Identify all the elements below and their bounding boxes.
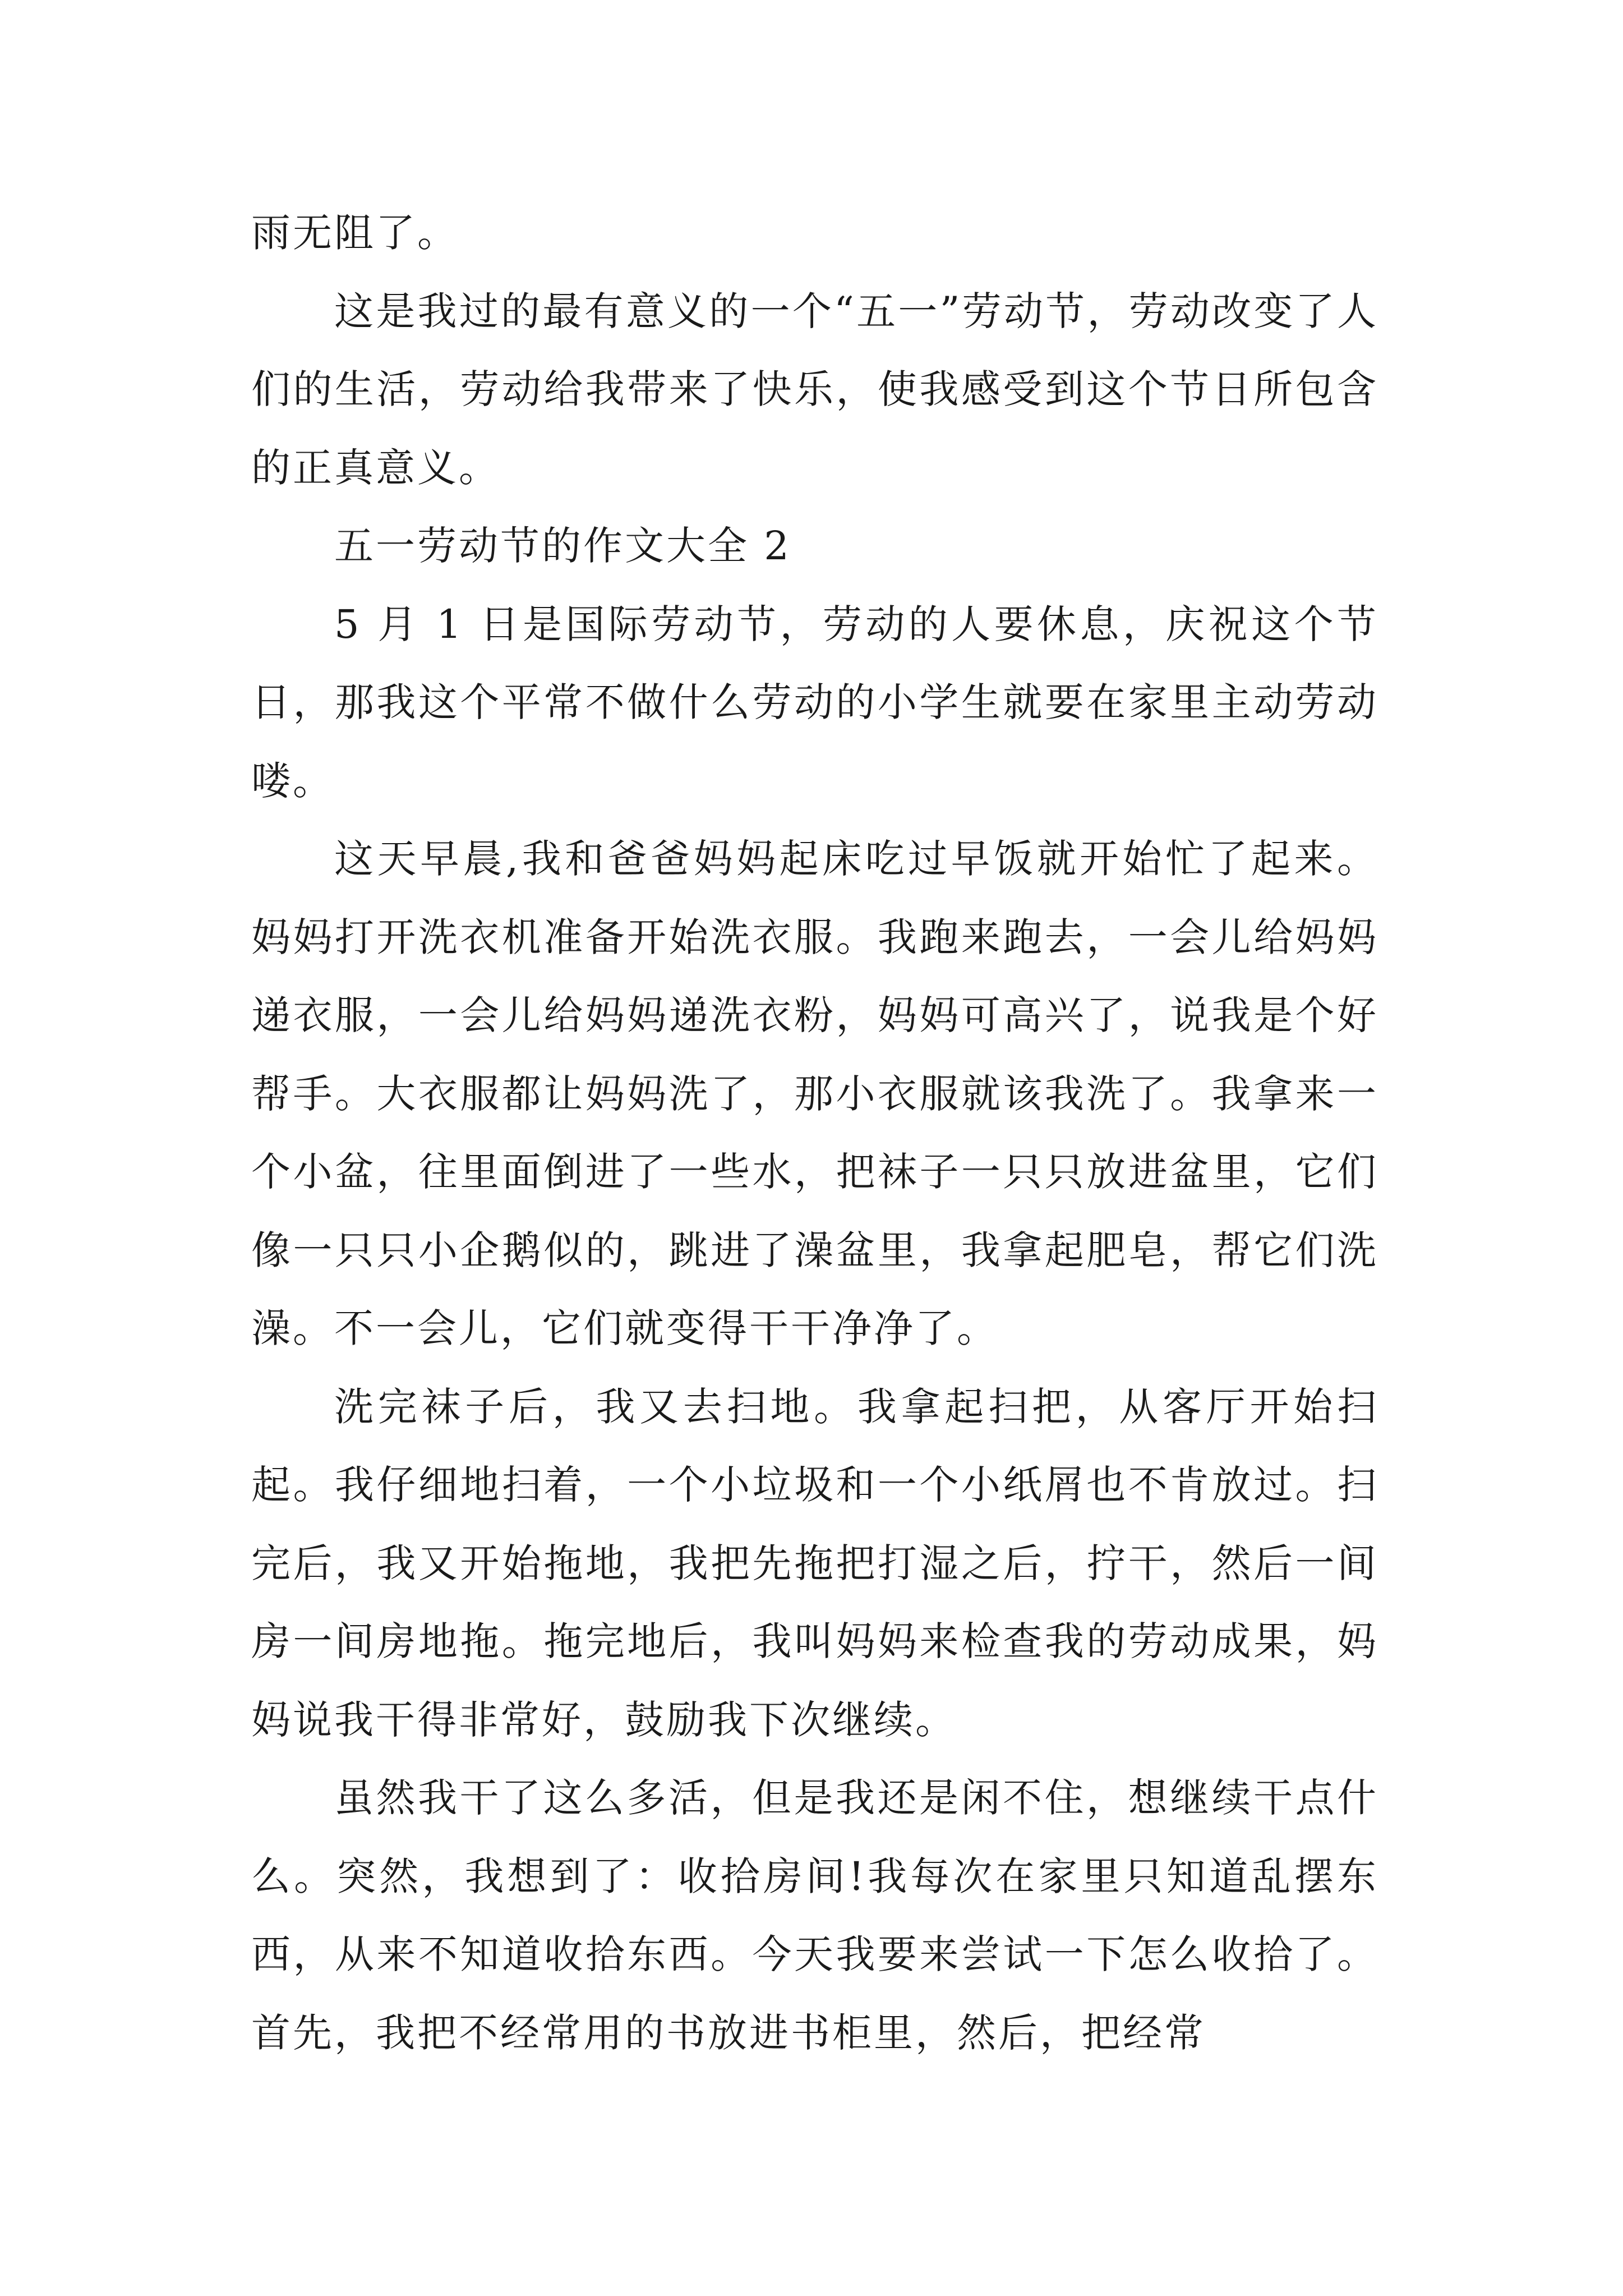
paragraph-laundry: 这天早晨,我和爸爸妈妈起床吃过早饭就开始忙了起来。妈妈打开洗衣机准备开始洗衣服。我跑来跑去，一会儿给妈妈递衣服，一会儿给妈妈递洗衣粉，妈妈可高兴了，说我是个好帮手。大衣服都让妈妈洗了，那小衣服就该我洗了。我拿来一个小盆，往里面倒进了一些水，把袜子一只只放进盆里，它们像一只只小企鹅似的，跳进了澡盆里，我拿起肥皂，帮它们洗澡。不一会儿，它们就变得干干净净了。 — [251, 836, 1378, 1351]
paragraph-conclusion: 这是我过的最有意义的一个“五一”劳动节，劳动改变了人们的生活，劳动给我带来了快乐，使我感受到这个节日所包含的正真意义。 — [251, 288, 1378, 491]
paragraph-intro: 5 月 1 日是国际劳动节，劳动的人要休息，庆祝这个节日，那我这个平常不做什么劳动的小学生就要在家里主动劳动喽。 — [251, 601, 1378, 804]
paragraph-sweeping: 洗完袜子后，我又去扫地。我拿起扫把，从客厅开始扫起。我仔细地扫着，一个小垃圾和一个小纸屑也不肯放过。扫完后，我又开始拖地，我把先拖把打湿之后，拧干，然后一间房一间房地拖。拖完地后，我叫妈妈来检查我的劳动成果，妈妈说我干得非常好，鼓励我下次继续。 — [251, 1383, 1378, 1743]
essay-title: 五一劳动节的作文大全 2 — [334, 523, 791, 569]
document-body — [251, 194, 1378, 2072]
paragraph-continuation: 雨无阻了。 — [251, 210, 459, 256]
paragraph-tidying: 虽然我干了这么多活，但是我还是闲不住，想继续干点什么。突然，我想到了：收拾房间!我每次在家里只知道乱摆东西，从来不知道收拾东西。今天我要来尝试一下怎么收拾了。首先，我把不经常用的书放进书柜里，然后，把经常 — [251, 1775, 1378, 2056]
